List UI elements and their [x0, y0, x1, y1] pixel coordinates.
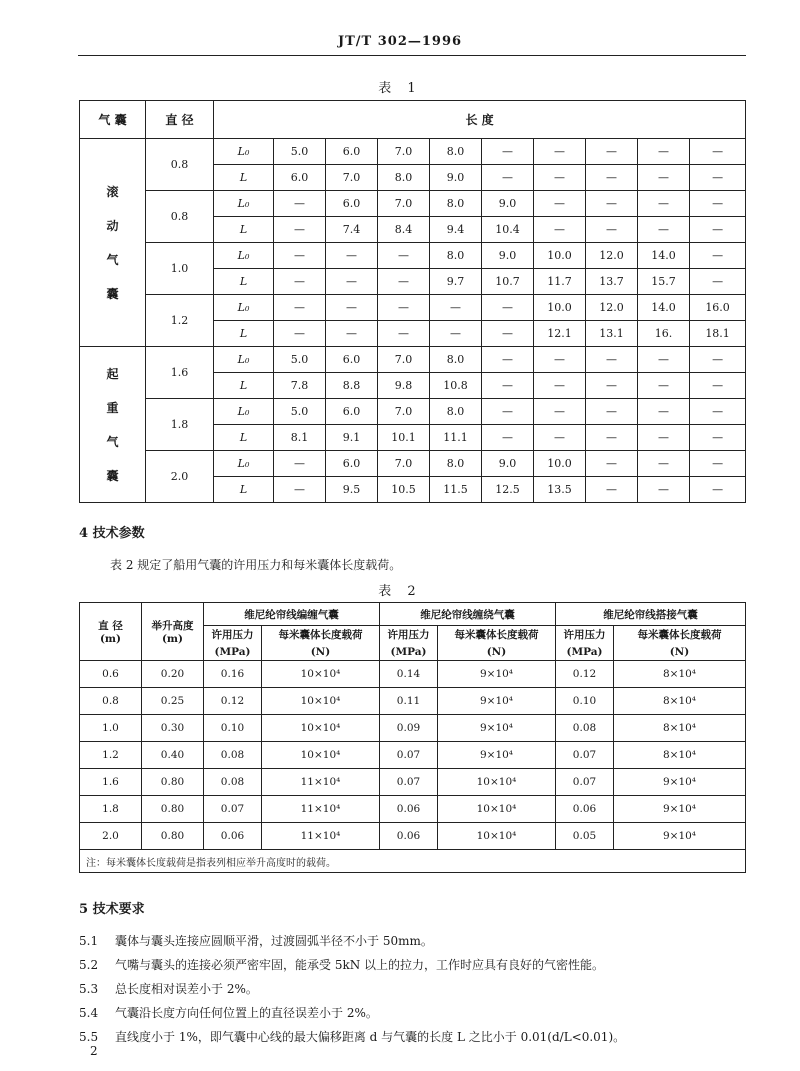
length-value: 13.1	[586, 321, 638, 347]
length-value: —	[586, 399, 638, 425]
length-value: 8.0	[430, 243, 482, 269]
length-value: 10.5	[378, 477, 430, 503]
length-value: —	[378, 243, 430, 269]
table-row	[80, 688, 746, 715]
load-cell: 10×10⁴	[438, 769, 556, 796]
length-value: —	[326, 295, 378, 321]
length-symbol: L₀	[214, 191, 274, 217]
clause-item	[79, 956, 759, 973]
length-value: —	[586, 477, 638, 503]
col-pressure-unit: (MPa)	[380, 643, 438, 661]
table2-note: 注：每米囊体长度载荷是指表列相应举升高度时的载荷。	[80, 850, 746, 873]
load-cell: 8×10⁴	[614, 715, 746, 742]
length-symbol: L	[214, 217, 274, 243]
length-value: 9.4	[430, 217, 482, 243]
diameter-cell: 1.0	[146, 243, 214, 295]
table-row	[80, 139, 746, 165]
length-value: —	[586, 191, 638, 217]
length-value: —	[482, 139, 534, 165]
col-load-unit: (N)	[262, 643, 380, 661]
length-value: 15.7	[638, 269, 690, 295]
pressure-cell: 0.11	[380, 688, 438, 715]
diameter-cell: 1.8	[80, 796, 142, 823]
length-value: 10.0	[534, 243, 586, 269]
col-pressure: 许用压力	[556, 626, 614, 644]
length-value: —	[482, 165, 534, 191]
length-value: 9.0	[482, 243, 534, 269]
length-table	[79, 100, 746, 503]
length-symbol: L₀	[214, 139, 274, 165]
table-row	[80, 295, 746, 321]
length-value: 8.4	[378, 217, 430, 243]
table-row	[80, 742, 746, 769]
length-value: 9.0	[482, 451, 534, 477]
col-load: 每米囊体长度载荷	[614, 626, 746, 644]
length-value: —	[638, 165, 690, 191]
length-value: —	[638, 347, 690, 373]
length-value: 7.0	[378, 191, 430, 217]
length-value: 6.0	[326, 399, 378, 425]
length-value: 5.0	[274, 399, 326, 425]
length-value: —	[326, 269, 378, 295]
load-cell: 10×10⁴	[262, 742, 380, 769]
load-cell: 10×10⁴	[262, 688, 380, 715]
table-row	[80, 243, 746, 269]
length-value: 6.0	[326, 451, 378, 477]
length-value: —	[586, 347, 638, 373]
pressure-cell: 0.08	[204, 769, 262, 796]
table2-group-2: 维尼纶帘线缠绕气囊	[380, 603, 556, 626]
diameter-cell: 1.2	[80, 742, 142, 769]
pressure-cell: 0.05	[556, 823, 614, 850]
length-value: —	[430, 295, 482, 321]
pressure-cell: 0.08	[556, 715, 614, 742]
load-cell: 9×10⁴	[614, 769, 746, 796]
length-value: —	[274, 321, 326, 347]
table1-head-dia: 直 径	[146, 101, 214, 139]
length-value: —	[586, 425, 638, 451]
pressure-cell: 0.14	[380, 661, 438, 688]
length-value: —	[482, 347, 534, 373]
pressure-cell: 0.07	[556, 742, 614, 769]
length-value: —	[274, 295, 326, 321]
lift-height-cell: 0.80	[142, 796, 204, 823]
length-value: 8.0	[430, 191, 482, 217]
page-header: JT/T 302—1996	[337, 34, 463, 49]
col-load-unit: (N)	[614, 643, 746, 661]
length-value: —	[326, 243, 378, 269]
length-symbol: L	[214, 321, 274, 347]
table-row	[80, 347, 746, 373]
length-symbol: L	[214, 269, 274, 295]
length-value: 6.0	[326, 347, 378, 373]
pressure-cell: 0.08	[204, 742, 262, 769]
gas-bag-type: 起重气囊	[80, 347, 146, 503]
length-value: —	[534, 139, 586, 165]
length-value: —	[274, 269, 326, 295]
length-value: 9.5	[326, 477, 378, 503]
length-symbol: L₀	[214, 243, 274, 269]
clause-text: 气嘴与囊头的连接必须严密牢固，能承受 5kN 以上的拉力，工作时应具有良好的气密性能。	[115, 958, 605, 972]
diameter-cell: 1.0	[80, 715, 142, 742]
length-value: —	[690, 451, 746, 477]
load-cell: 11×10⁴	[262, 823, 380, 850]
length-value: 13.5	[534, 477, 586, 503]
load-cell: 8×10⁴	[614, 742, 746, 769]
pressure-cell: 0.06	[556, 796, 614, 823]
length-value: —	[274, 243, 326, 269]
pressure-cell: 0.09	[380, 715, 438, 742]
table-row	[80, 399, 746, 425]
load-cell: 10×10⁴	[262, 715, 380, 742]
length-value: —	[690, 165, 746, 191]
header-rule	[78, 55, 746, 56]
length-value: —	[690, 425, 746, 451]
col-pressure: 许用压力	[380, 626, 438, 644]
length-value: —	[690, 269, 746, 295]
table-row	[80, 796, 746, 823]
length-value: —	[274, 451, 326, 477]
length-value: —	[638, 451, 690, 477]
length-symbol: L	[214, 477, 274, 503]
diameter-cell: 1.2	[146, 295, 214, 347]
table1-head-length: 长 度	[214, 101, 746, 139]
pressure-cell: 0.06	[380, 823, 438, 850]
page-number: 2	[90, 1044, 98, 1058]
load-cell: 10×10⁴	[262, 661, 380, 688]
length-value: 11.7	[534, 269, 586, 295]
length-value: 11.5	[430, 477, 482, 503]
length-value: 8.0	[430, 139, 482, 165]
length-value: 14.0	[638, 295, 690, 321]
load-cell: 9×10⁴	[614, 823, 746, 850]
length-value: 12.1	[534, 321, 586, 347]
length-value: 10.1	[378, 425, 430, 451]
load-cell: 9×10⁴	[614, 796, 746, 823]
clause-number: 5.1	[79, 934, 99, 948]
lift-height-cell: 0.40	[142, 742, 204, 769]
length-value: 6.0	[274, 165, 326, 191]
section5-title: 5 技术要求	[79, 902, 145, 917]
length-value: 7.0	[326, 165, 378, 191]
length-value: —	[638, 139, 690, 165]
length-value: 10.0	[534, 451, 586, 477]
length-value: 7.0	[378, 347, 430, 373]
pressure-cell: 0.16	[204, 661, 262, 688]
table2-group-3: 维尼纶帘线搭接气囊	[556, 603, 746, 626]
lift-height-cell: 0.80	[142, 769, 204, 796]
clause-item	[79, 1028, 759, 1045]
length-value: —	[482, 399, 534, 425]
clause-item	[79, 932, 759, 949]
lift-height-cell: 0.80	[142, 823, 204, 850]
length-value: —	[586, 451, 638, 477]
length-value: 6.0	[326, 191, 378, 217]
clause-text: 囊体与囊头连接应圆顺平滑，过渡圆弧半径不小于 50mm。	[115, 934, 433, 948]
col-pressure: 许用压力	[204, 626, 262, 644]
table-row	[80, 823, 746, 850]
length-value: —	[638, 373, 690, 399]
table-row	[80, 661, 746, 688]
length-value: 7.0	[378, 139, 430, 165]
length-value: 8.8	[326, 373, 378, 399]
diameter-cell: 0.6	[80, 661, 142, 688]
length-value: 9.0	[430, 165, 482, 191]
length-value: —	[690, 243, 746, 269]
section4-intro: 表 2 规定了船用气囊的许用压力和每米囊体长度载荷。	[110, 558, 402, 572]
length-value: —	[430, 321, 482, 347]
length-value: —	[586, 139, 638, 165]
length-value: 11.1	[430, 425, 482, 451]
diameter-cell: 2.0	[80, 823, 142, 850]
length-value: —	[690, 399, 746, 425]
length-value: 8.0	[378, 165, 430, 191]
length-value: 5.0	[274, 347, 326, 373]
length-value: —	[638, 399, 690, 425]
table2-head-dia: 直 径 (m)	[80, 603, 142, 661]
clause-item	[79, 1004, 759, 1021]
length-value: —	[690, 217, 746, 243]
length-value: —	[482, 373, 534, 399]
length-value: 9.1	[326, 425, 378, 451]
col-load-unit: (N)	[438, 643, 556, 661]
clause-number: 5.4	[79, 1006, 99, 1020]
length-value: 7.4	[326, 217, 378, 243]
length-value: —	[274, 477, 326, 503]
pressure-cell: 0.07	[380, 742, 438, 769]
table-row	[80, 191, 746, 217]
diameter-cell: 0.8	[146, 139, 214, 191]
length-symbol: L₀	[214, 399, 274, 425]
pressure-cell: 0.06	[380, 796, 438, 823]
col-load: 每米囊体长度载荷	[438, 626, 556, 644]
length-value: 9.7	[430, 269, 482, 295]
length-value: —	[482, 321, 534, 347]
table1-head-type: 气 囊	[80, 101, 146, 139]
length-symbol: L₀	[214, 295, 274, 321]
lift-height-cell: 0.25	[142, 688, 204, 715]
length-value: —	[690, 139, 746, 165]
table-row	[80, 769, 746, 796]
load-cell: 11×10⁴	[262, 769, 380, 796]
length-value: —	[690, 477, 746, 503]
diameter-cell: 2.0	[146, 451, 214, 503]
length-value: —	[482, 295, 534, 321]
clause-text: 总长度相对误差小于 2%。	[115, 982, 258, 996]
clause-text: 直线度小于 1%，即气囊中心线的最大偏移距离 d 与气囊的长度 L 之比小于 0.01(d/L<0.01)。	[115, 1030, 626, 1044]
length-value: —	[378, 295, 430, 321]
length-value: 7.0	[378, 399, 430, 425]
length-value: —	[638, 477, 690, 503]
length-value: 9.8	[378, 373, 430, 399]
length-value: —	[534, 347, 586, 373]
pressure-cell: 0.07	[204, 796, 262, 823]
length-value: 16.	[638, 321, 690, 347]
table2-head-height: 举升高度 (m)	[142, 603, 204, 661]
clause-number: 5.5	[79, 1030, 99, 1044]
length-value: 5.0	[274, 139, 326, 165]
length-value: —	[534, 425, 586, 451]
length-value: —	[534, 217, 586, 243]
length-value: 12.0	[586, 243, 638, 269]
pressure-cell: 0.12	[204, 688, 262, 715]
col-load: 每米囊体长度载荷	[262, 626, 380, 644]
lift-height-cell: 0.30	[142, 715, 204, 742]
length-value: 16.0	[690, 295, 746, 321]
length-value: 10.7	[482, 269, 534, 295]
length-value: —	[274, 217, 326, 243]
pressure-cell: 0.06	[204, 823, 262, 850]
diameter-cell: 0.8	[146, 191, 214, 243]
table-row	[80, 715, 746, 742]
length-value: —	[482, 425, 534, 451]
col-pressure-unit: (MPa)	[556, 643, 614, 661]
clause-text: 气囊沿长度方向任何位置上的直径误差小于 2%。	[115, 1006, 378, 1020]
load-cell: 9×10⁴	[438, 661, 556, 688]
length-value: —	[274, 191, 326, 217]
length-value: —	[586, 373, 638, 399]
length-value: —	[378, 269, 430, 295]
length-value: —	[586, 217, 638, 243]
pressure-cell: 0.10	[556, 688, 614, 715]
table2-group-1: 维尼纶帘线编缠气囊	[204, 603, 380, 626]
table1-caption: 表 1	[378, 81, 422, 96]
load-cell: 10×10⁴	[438, 823, 556, 850]
diameter-cell: 0.8	[80, 688, 142, 715]
length-value: 13.7	[586, 269, 638, 295]
length-value: 12.5	[482, 477, 534, 503]
length-value: 18.1	[690, 321, 746, 347]
length-symbol: L	[214, 165, 274, 191]
diameter-cell: 1.6	[80, 769, 142, 796]
diameter-cell: 1.6	[146, 347, 214, 399]
load-cell: 10×10⁴	[438, 796, 556, 823]
length-value: 10.0	[534, 295, 586, 321]
length-value: —	[534, 165, 586, 191]
table2-caption: 表 2	[378, 584, 422, 599]
gas-bag-type: 滚动气囊	[80, 139, 146, 347]
load-cell: 8×10⁴	[614, 688, 746, 715]
length-value: 7.8	[274, 373, 326, 399]
length-value: 8.0	[430, 451, 482, 477]
pressure-cell: 0.07	[556, 769, 614, 796]
load-cell: 9×10⁴	[438, 715, 556, 742]
length-value: —	[534, 191, 586, 217]
clause-number: 5.2	[79, 958, 99, 972]
length-value: —	[378, 321, 430, 347]
clause-number: 5.3	[79, 982, 99, 996]
length-value: 8.1	[274, 425, 326, 451]
pressure-cell: 0.07	[380, 769, 438, 796]
length-symbol: L	[214, 373, 274, 399]
length-value: —	[690, 347, 746, 373]
length-value: —	[690, 373, 746, 399]
length-value: 14.0	[638, 243, 690, 269]
length-value: —	[638, 191, 690, 217]
table-row	[80, 451, 746, 477]
length-value: 7.0	[378, 451, 430, 477]
section4-title: 4 技术参数	[79, 526, 145, 541]
lift-height-cell: 0.20	[142, 661, 204, 688]
length-symbol: L₀	[214, 451, 274, 477]
length-value: 10.4	[482, 217, 534, 243]
length-value: 9.0	[482, 191, 534, 217]
load-cell: 8×10⁴	[614, 661, 746, 688]
load-cell: 11×10⁴	[262, 796, 380, 823]
load-cell: 9×10⁴	[438, 742, 556, 769]
load-cell: 9×10⁴	[438, 688, 556, 715]
length-value: 8.0	[430, 399, 482, 425]
pressure-cell: 0.12	[556, 661, 614, 688]
length-value: —	[326, 321, 378, 347]
pressure-cell: 0.10	[204, 715, 262, 742]
diameter-cell: 1.8	[146, 399, 214, 451]
length-value: —	[638, 217, 690, 243]
length-value: 8.0	[430, 347, 482, 373]
length-value: —	[586, 165, 638, 191]
length-value: —	[534, 373, 586, 399]
length-symbol: L₀	[214, 347, 274, 373]
length-value: 12.0	[586, 295, 638, 321]
length-value: —	[534, 399, 586, 425]
length-value: 6.0	[326, 139, 378, 165]
length-value: 10.8	[430, 373, 482, 399]
length-value: —	[638, 425, 690, 451]
length-symbol: L	[214, 425, 274, 451]
clause-item	[79, 980, 759, 997]
parameters-table	[79, 602, 746, 873]
col-pressure-unit: (MPa)	[204, 643, 262, 661]
length-value: —	[690, 191, 746, 217]
